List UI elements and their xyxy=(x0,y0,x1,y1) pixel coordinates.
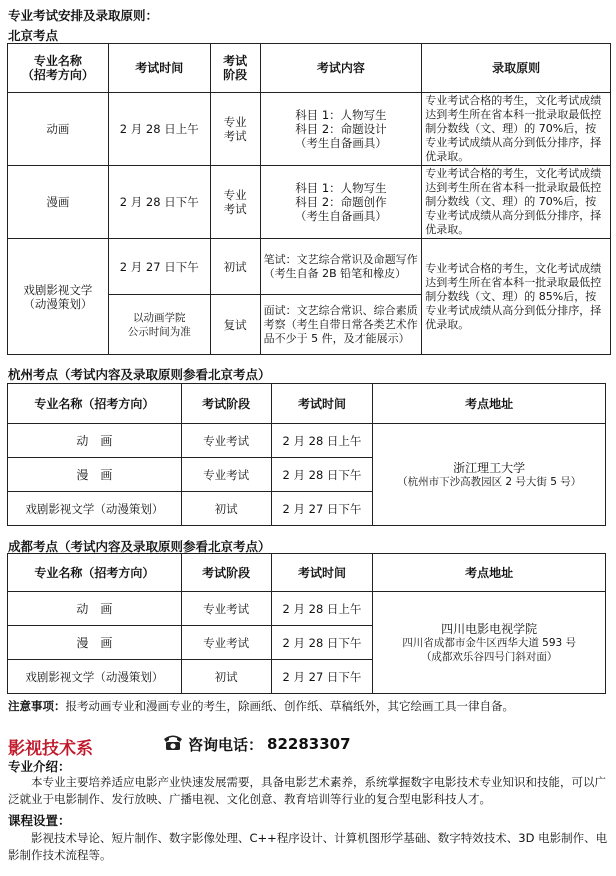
bj-content: 面试：文艺综合常识、综合素质考察（考生自带日常各类艺术作品不少于 5 件，及才能展示） xyxy=(260,295,422,355)
hz-stage: 初试 xyxy=(181,492,271,526)
bj-stage: 专业 考试 xyxy=(210,93,260,166)
bj-content: 科目 1：人物写生 科目 2：命题设计 （考生自备画具） xyxy=(260,93,422,166)
cd-stage: 专业考试 xyxy=(181,626,271,660)
bj-stage: 初试 xyxy=(210,239,260,295)
bj-major: 戏剧影视文学 （动漫策划） xyxy=(8,239,109,355)
cd-major: 动 画 xyxy=(8,592,182,626)
bj-header-major: 专业名称 （招考方向） xyxy=(8,44,109,93)
cd-stage: 专业考试 xyxy=(181,592,271,626)
intro-text: 本专业主要培养适应电影产业快速发展需要，具备电影艺术素养，系统掌握数字电影技术专业知识和技能，可以广泛就业于电影制作、发行放映、广播电视、文化创意、教育培训等行业的复合型电影科技人才。 xyxy=(8,775,606,806)
bj-time: 2 月 28 日下午 xyxy=(108,166,210,239)
cd-major: 戏剧影视文学（动漫策划） xyxy=(8,660,182,694)
bj-major: 动画 xyxy=(8,93,109,166)
courses-label: 课程设置： xyxy=(8,813,71,828)
cd-header-stage: 考试阶段 xyxy=(181,554,271,592)
chengdu-table xyxy=(7,553,606,694)
bj-time: 2 月 28 日上午 xyxy=(108,93,210,166)
notice-label: 注意事项： xyxy=(8,699,66,713)
notice xyxy=(8,698,608,714)
hz-major: 漫 画 xyxy=(8,458,182,492)
table-row xyxy=(8,93,611,166)
hz-header-stage: 考试阶段 xyxy=(181,384,271,424)
department-name: 影视技术系 xyxy=(8,739,93,759)
bj-time: 2 月 27 日下午 xyxy=(108,239,210,295)
bj-major: 漫画 xyxy=(8,166,109,239)
notice-text: 报考动画专业和漫画专业的考生，除画纸、创作纸、草稿纸外，其它绘画工具一律自备。 xyxy=(65,699,514,713)
courses-text: 影视技术导论、短片制作、数字影像处理、C++程序设计、计算机图形学基础、数字特效技术、3D 电影制作、电影制作技术流程等。 xyxy=(8,831,608,862)
bj-header-content: 考试内容 xyxy=(260,44,422,93)
bj-rule: 专业考试合格的考生，文化考试成绩达到考生所在省本科一批录取最低控制分数线（文、理）的 70%后，按专业考试成绩从高分到低分排序，择优录取。 xyxy=(422,166,611,239)
cd-address xyxy=(373,592,606,694)
cd-time: 2 月 28 日上午 xyxy=(271,592,373,626)
cd-time: 2 月 27 日下午 xyxy=(271,660,373,694)
hz-time: 2 月 27 日下午 xyxy=(271,492,373,526)
hz-header-address: 考点地址 xyxy=(373,384,606,424)
bj-header-stage: 考试 阶段 xyxy=(210,44,260,93)
bj-rule: 专业考试合格的考生，文化考试成绩达到考生所在省本科一批录取最低控制分数线（文、理）的 85%后，按专业考试成绩从高分到低分排序，择优录取。 xyxy=(422,239,611,355)
hz-major: 动 画 xyxy=(8,424,182,458)
hz-stage: 专业考试 xyxy=(181,458,271,492)
hz-time: 2 月 28 日上午 xyxy=(271,424,373,458)
cd-time: 2 月 28 日下午 xyxy=(271,626,373,660)
bj-header-time: 考试时间 xyxy=(108,44,210,93)
bj-stage: 专业 考试 xyxy=(210,166,260,239)
bj-content: 科目 1：人物写生 科目 2：命题创作 （考生自备画具） xyxy=(260,166,422,239)
cd-address-line2: 四川省成都市金牛区西华大道 593 号 xyxy=(402,636,577,649)
intro-label: 专业介绍： xyxy=(8,759,71,774)
hz-header-major: 专业名称（招考方向） xyxy=(8,384,182,424)
bj-rule: 专业考试合格的考生，文化考试成绩达到考生所在省本科一批录取最低控制分数线（文、理）的 70%后，按专业考试成绩从高分到低分排序，择优录取。 xyxy=(422,93,611,166)
hz-stage: 专业考试 xyxy=(181,424,271,458)
table-row xyxy=(8,424,606,458)
hz-address xyxy=(373,424,606,526)
table-row xyxy=(8,592,606,626)
cd-major: 漫 画 xyxy=(8,626,182,660)
cd-header-time: 考试时间 xyxy=(271,554,373,592)
cd-address-name: 四川电影电视学院 xyxy=(441,621,538,636)
cd-header-address: 考点地址 xyxy=(373,554,606,592)
beijing-table xyxy=(7,43,611,355)
section-title: 专业考试安排及录取原则： xyxy=(8,8,159,23)
hangzhou-title: 杭州考点（考试内容及录取原则参看北京考点） xyxy=(8,367,271,382)
telephone-icon xyxy=(162,733,184,755)
bj-stage: 复试 xyxy=(210,295,260,355)
bj-content: 笔试：文艺综合常识及命题写作（考生自备 2B 铅笔和橡皮） xyxy=(260,239,422,295)
phone-number: 82283307 xyxy=(267,735,351,753)
table-row xyxy=(8,239,611,295)
cd-stage: 初试 xyxy=(181,660,271,694)
hz-time: 2 月 28 日下午 xyxy=(271,458,373,492)
hz-address-detail: （杭州市下沙高教园区 2 号大街 5 号） xyxy=(397,475,582,488)
table-row xyxy=(8,166,611,239)
cd-header-major: 专业名称（招考方向） xyxy=(8,554,182,592)
hz-major: 戏剧影视文学（动漫策划） xyxy=(8,492,182,526)
hangzhou-table xyxy=(7,383,606,526)
chengdu-title: 成都考点（考试内容及录取原则参看北京考点） xyxy=(8,539,271,554)
hz-header-time: 考试时间 xyxy=(271,384,373,424)
hz-address-name: 浙江理工大学 xyxy=(453,460,526,475)
bj-header-rule: 录取原则 xyxy=(422,44,611,93)
beijing-title: 北京考点 xyxy=(8,28,59,43)
bj-time: 以动画学院 公示时间为准 xyxy=(108,295,210,355)
phone-label: 咨询电话： xyxy=(188,735,264,754)
phone-line xyxy=(162,733,351,755)
cd-address-line3: （成都欢乐谷四号门斜对面） xyxy=(420,650,558,663)
